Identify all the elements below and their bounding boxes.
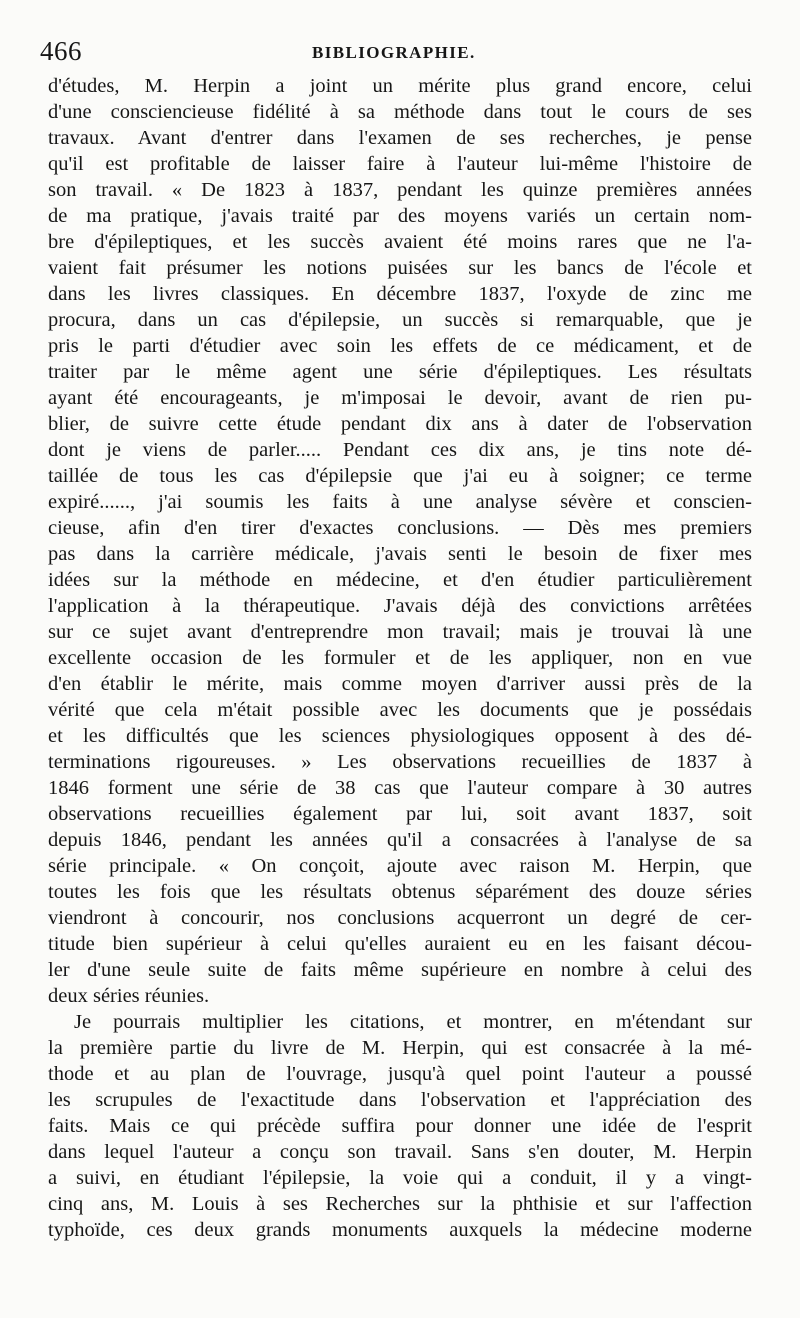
text-line: série principale. « On conçoit, ajoute avec raison M. Herpin, que — [48, 855, 752, 877]
text-line: sur ce sujet avant d'entreprendre mon travail; mais je trouvai là une — [48, 621, 752, 643]
text-line: cinq ans, M. Louis à ses Recherches sur la phthisie et sur l'affection — [48, 1193, 752, 1215]
text-line: depuis 1846, pendant les années qu'il a consacrées à l'analyse de sa — [48, 829, 752, 851]
text-line: Je pourrais multiplier les citations, et montrer, en m'étendant sur — [74, 1011, 752, 1033]
text-line: dans lequel l'auteur a conçu son travail. Sans s'en douter, M. Herpin — [48, 1141, 752, 1163]
text-line: toutes les fois que les résultats obtenus séparément des douze séries — [48, 881, 752, 903]
page-number: 466 — [40, 36, 82, 66]
body-text — [48, 73, 752, 1243]
text-line: 1846 forment une série de 38 cas que l'auteur compare à 30 autres — [48, 777, 752, 799]
text-line: qu'il est profitable de laisser faire à l'auteur lui-même l'histoire de — [48, 153, 752, 175]
text-line: l'application à la thérapeutique. J'avais déjà des convictions arrêtées — [48, 595, 752, 617]
text-line: son travail. « De 1823 à 1837, pendant les quinze premières années — [48, 179, 752, 201]
text-line: typhoïde, ces deux grands monuments auxquels la médecine moderne — [48, 1219, 752, 1241]
text-line: et les difficultés que les sciences physiologiques opposent à des dé- — [48, 725, 752, 747]
text-line: d'une consciencieuse fidélité à sa méthode dans tout le cours de ses — [48, 101, 752, 123]
text-line: dans les livres classiques. En décembre 1837, l'oxyde de zinc me — [48, 283, 752, 305]
text-line: blier, de suivre cette étude pendant dix ans à dater de l'observation — [48, 413, 752, 435]
text-line: traiter par le même agent une série d'épileptiques. Les résultats — [48, 361, 752, 383]
text-line: terminations rigoureuses. » Les observations recueillies de 1837 à — [48, 751, 752, 773]
text-line: idées sur la méthode en médecine, et d'en étudier particulièrement — [48, 569, 752, 591]
text-line: faits. Mais ce qui précède suffira pour donner une idée de l'esprit — [48, 1115, 752, 1137]
text-line: deux séries réunies. — [48, 985, 210, 1007]
text-line: dont je viens de parler..... Pendant ces dix ans, je tins note dé- — [48, 439, 752, 461]
text-line: ler d'une seule suite de faits même supérieure en nombre à celui des — [48, 959, 752, 981]
text-line: les scrupules de l'exactitude dans l'observation et l'appréciation des — [48, 1089, 752, 1111]
text-line: travaux. Avant d'entrer dans l'examen de ses recherches, je pense — [48, 127, 752, 149]
text-line: observations recueillies également par lui, soit avant 1837, soit — [48, 803, 752, 825]
text-line: de ma pratique, j'avais traité par des moyens variés un certain nom- — [48, 205, 752, 227]
text-line: excellente occasion de les formuler et de les appliquer, non en vue — [48, 647, 752, 669]
text-line: vérité que cela m'était possible avec les documents que je possédais — [48, 699, 752, 721]
text-line: la première partie du livre de M. Herpin, qui est consacrée à la mé- — [48, 1037, 752, 1059]
text-line: expiré......, j'ai soumis les faits à une analyse sévère et conscien- — [48, 491, 752, 513]
page-header — [40, 30, 768, 70]
text-line: cieuse, afin d'en tirer d'exactes conclusions. — Dès mes premiers — [48, 517, 752, 539]
text-line: vaient fait présumer les notions puisées sur les bancs de l'école et — [48, 257, 752, 279]
text-line: titude bien supérieur à celui qu'elles auraient eu en les faisant décou- — [48, 933, 752, 955]
text-line: bre d'épileptiques, et les succès avaient été moins rares que ne l'a- — [48, 231, 752, 253]
text-line: viendront à concourir, nos conclusions acquerront un degré de cer- — [48, 907, 752, 929]
text-line: thode et au plan de l'ouvrage, jusqu'à quel point l'auteur a poussé — [48, 1063, 752, 1085]
text-line: ayant été encourageants, je m'imposai le devoir, avant de rien pu- — [48, 387, 752, 409]
text-line: d'en établir le mérite, mais comme moyen d'arriver aussi près de la — [48, 673, 752, 695]
text-line: a suivi, en étudiant l'épilepsie, la voie qui a conduit, il y a vingt- — [48, 1167, 752, 1189]
text-line: taillée de tous les cas d'épilepsie que j'ai eu à soigner; ce terme — [48, 465, 752, 487]
text-line: pas dans la carrière médicale, j'avais senti le besoin de fixer mes — [48, 543, 752, 565]
text-line: pris le parti d'étudier avec soin les effets de ce médicament, et de — [48, 335, 752, 357]
running-title: BIBLIOGRAPHIE. — [312, 43, 476, 62]
text-line: procura, dans un cas d'épilepsie, un succès si remarquable, que je — [48, 309, 752, 331]
text-line: d'études, M. Herpin a joint un mérite plus grand encore, celui — [48, 75, 752, 97]
